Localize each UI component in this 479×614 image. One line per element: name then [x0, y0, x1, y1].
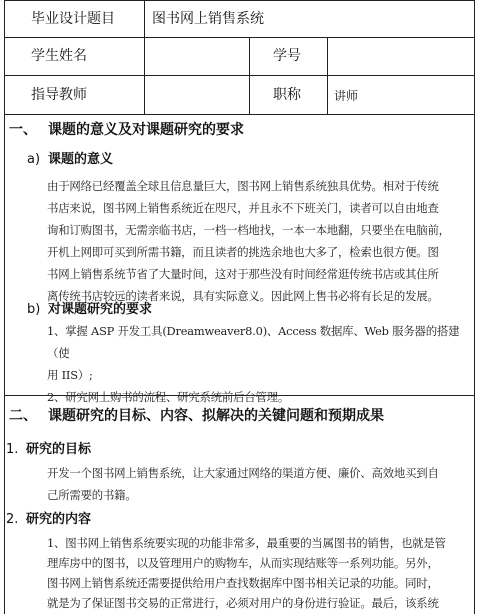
- subsection-2-title: 研究的内容: [26, 512, 92, 527]
- table-column-divider: [327, 37, 328, 114]
- subsection-b-marker: b): [27, 302, 41, 317]
- subsection-2-marker: 2.: [6, 512, 19, 527]
- thesis-title-value: 图书网上销售系统: [152, 11, 264, 27]
- table-column-divider: [144, 0, 145, 114]
- thesis-title-label: 毕业设计题目: [31, 11, 115, 27]
- subsection-a-body: [47, 175, 473, 307]
- paragraph-line: 开发一个图书网上销售系统，让大家通过网络的渠道方便、廉价、高效地买到自: [47, 466, 439, 480]
- subsection-1-body: [47, 462, 473, 506]
- subsection-a-title: 课题的意义: [48, 152, 114, 167]
- paragraph-line: 离传统书店较远的读者来说，具有实际意义。因此网上售书必将有长足的发展。: [47, 289, 439, 303]
- paragraph-line: 2、研究网上购书的流程、研究系统前后台管理。: [47, 390, 290, 404]
- paragraph-line: 1、图书网上销售系统要实现的功能非常多，最重要的当属图书的销售，也就是管: [47, 536, 446, 550]
- section-1-number: 一、: [9, 122, 37, 138]
- paragraph-line: 理库房中的图书，以及管理用户的购物车，从而实现结账等一系列功能。另外，: [47, 556, 439, 570]
- title-rank-value: 讲师: [334, 89, 359, 103]
- paragraph-line: 1、掌握 ASP 开发工具(Dreamweaver8.0)、Access 数据库、Web 服务器的搭建（使: [47, 324, 460, 360]
- table-divider: [4, 75, 475, 76]
- section-divider: [4, 395, 475, 396]
- table-border: [4, 0, 475, 1]
- subsection-a-marker: a): [27, 152, 41, 167]
- section-1-title: 课题的意义及对课题研究的要求: [48, 122, 244, 138]
- table-divider: [4, 37, 475, 38]
- paragraph-line: 图书网上销售系统还需要提供给用户查找数据库中图书相关记录的功能。同时，: [47, 576, 439, 590]
- section-2-number: 二、: [9, 408, 37, 424]
- table-column-divider: [249, 37, 250, 114]
- paragraph-line: 己所需要的书籍。: [47, 488, 137, 502]
- subsection-2-body: [47, 533, 473, 613]
- subsection-1-title: 研究的目标: [26, 442, 92, 457]
- paragraph-line: 开机上网即可买到所需书籍，而且读者的挑选余地也大多了，检索也很方便。图: [47, 245, 439, 259]
- subsection-1-marker: 1.: [6, 442, 19, 457]
- paragraph-line: 由于网络已经覆盖全球且信息量巨大，图书网上销售系统独具优势。相对于传统: [47, 179, 439, 193]
- student-name-label: 学生姓名: [31, 48, 87, 64]
- section-2-title: 课题研究的目标、内容、拟解决的关键问题和预期成果: [48, 408, 384, 424]
- subsection-b-title: 对课题研究的要求: [48, 302, 153, 317]
- table-divider: [4, 114, 475, 115]
- title-rank-label: 职称: [273, 87, 301, 103]
- paragraph-line: 用 IIS）;: [47, 368, 93, 382]
- paragraph-line: 询和订购图书，无需亲临书店，一档一档地找，一本一本地翻，只要坐在电脑前，: [47, 223, 450, 237]
- advisor-label: 指导教师: [31, 87, 87, 103]
- student-id-label: 学号: [273, 48, 301, 64]
- paragraph-line: 书店来说，图书网上销售系统近在咫尺，并且永不下班关门，读者可以自由地查: [47, 201, 439, 215]
- paragraph-line: 就是为了保证图书交易的正常进行，必须对用户的身份进行验证。最后，该系统: [47, 596, 439, 610]
- paragraph-line: 书网上销售系统节省了大量时间，这对于那些没有时间经常逛传统书店或其住所: [47, 267, 439, 281]
